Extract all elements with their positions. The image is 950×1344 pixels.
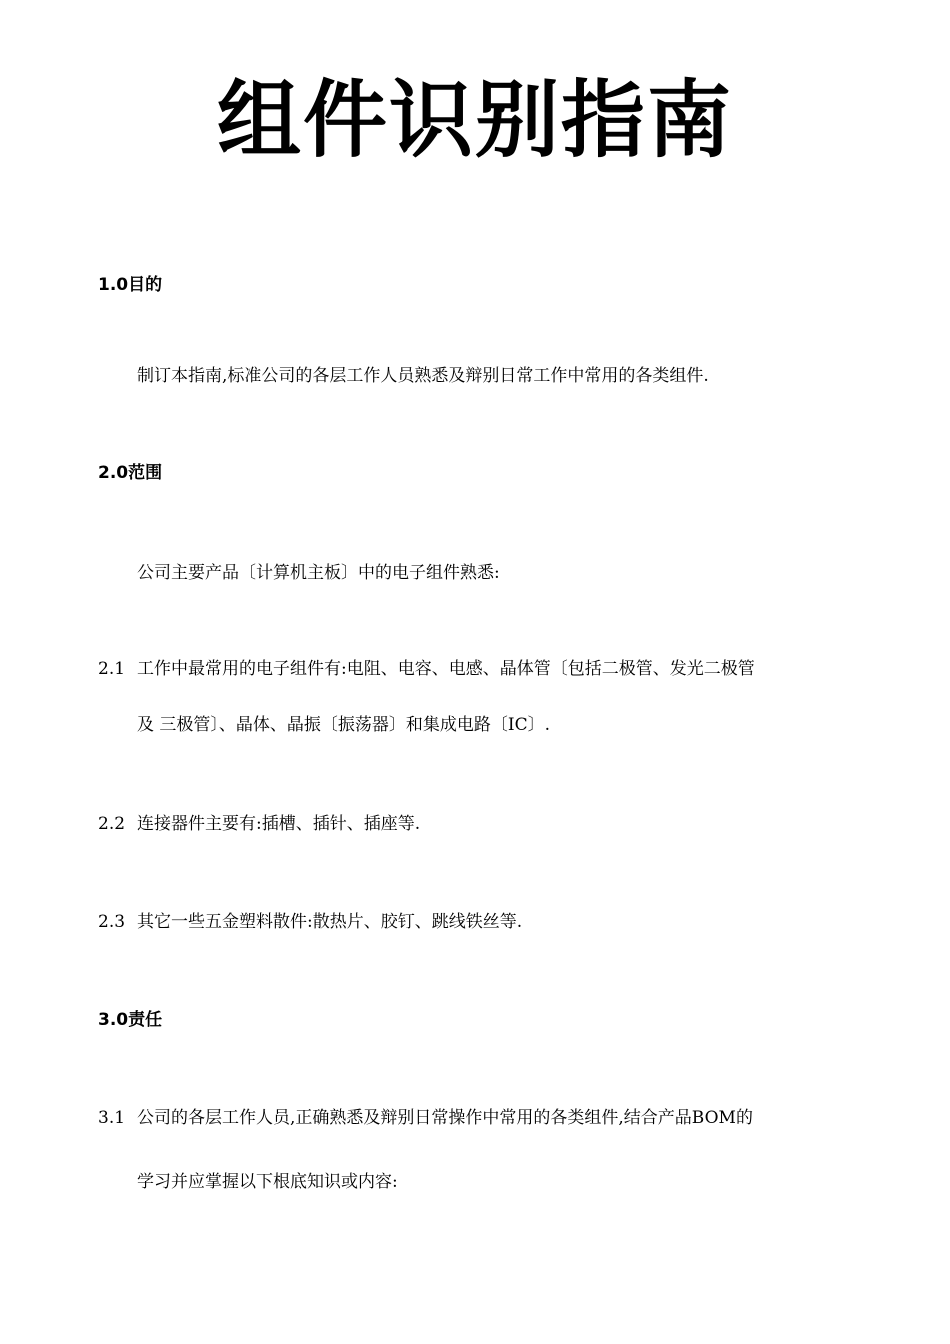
item-continuation: 学习并应掌握以下根底知识或内容:	[137, 1172, 398, 1192]
item-number: 2.1	[98, 659, 126, 679]
section-heading-responsibility: 3.0责任	[98, 1010, 163, 1030]
scope-text: 公司主要产品〔计算机主板〕中的电子组件熟悉:	[137, 563, 500, 583]
list-item	[98, 812, 420, 836]
item-number: 2.3	[98, 912, 126, 932]
item-number: 3.1	[98, 1108, 126, 1128]
section-heading-scope: 2.0范围	[98, 463, 163, 483]
item-text: 工作中最常用的电子组件有:电阻、电容、电感、晶体管〔包括二极管、发光二极管	[137, 659, 755, 679]
purpose-text: 制订本指南,标准公司的各层工作人员熟悉及辩别日常工作中常用的各类组件.	[137, 366, 709, 386]
item-text: 其它一些五金塑料散件:散热片、胶钉、跳线铁丝等.	[137, 912, 523, 932]
list-item	[98, 910, 522, 934]
section-heading-purpose: 1.0目的	[98, 275, 163, 295]
item-continuation: 及 三极管〕、晶体、晶振〔振荡器〕和集成电路〔IC〕.	[137, 715, 551, 735]
item-number: 2.2	[98, 814, 126, 834]
item-text: 连接器件主要有:插槽、插针、插座等.	[137, 814, 421, 834]
list-item	[98, 657, 755, 681]
document-title: 组件识别指南	[216, 71, 733, 169]
list-item	[98, 1106, 753, 1130]
item-text: 公司的各层工作人员,正确熟悉及辩别日常操作中常用的各类组件,结合产品BOM的	[137, 1108, 753, 1128]
